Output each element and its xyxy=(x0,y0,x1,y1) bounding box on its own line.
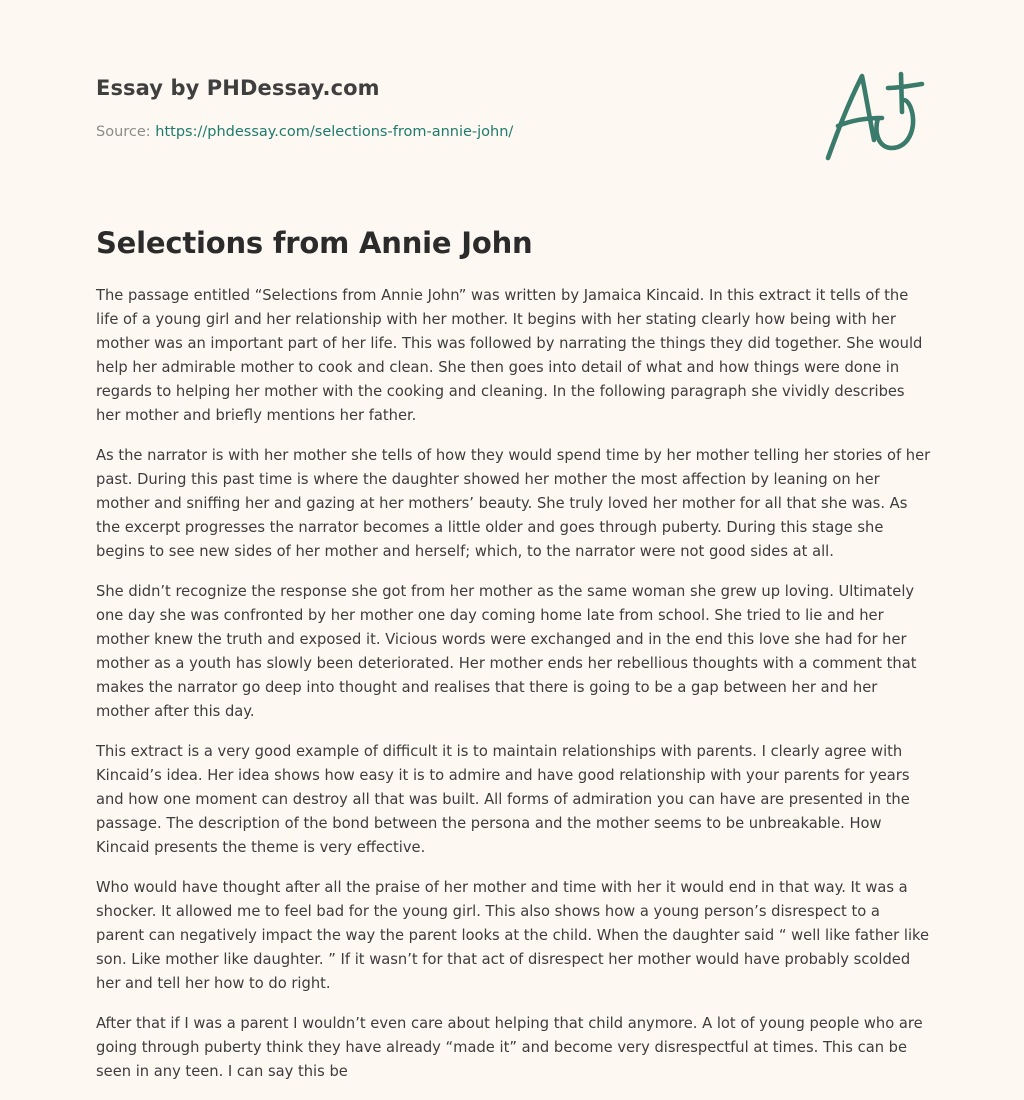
article-paragraph: The passage entitled “Selections from Annie John” was written by Jamaica Kincaid. In this extract it tells of the life of a young girl and her relationship with her mother. It begins with her stating clearly how being with her mother was an important part of her life. This was followed by narrating the things they did together. She would help her admirable mother to cook and clean. She then goes into detail of what and how things were done in regards to helping her mother with the cooking and cleaning. In the following paragraph she vividly describes her mother and briefly mentions her father. xyxy=(96,287,923,424)
article-title: Selections from Annie John xyxy=(96,226,533,260)
source-line xyxy=(96,124,513,140)
article-paragraph: As the narrator is with her mother she tells of how they would spend time by her mother telling her stories of her past. During this past time is where the daughter showed her mother the most affection by leaning on her mother and sniffing her and gazing at her mothers’ beauty. She truly loved her mother for all that she was. As the excerpt progresses the narrator becomes a little older and goes through puberty. During this stage she begins to see new sides of her mother and herself; which, to the narrator were not good sides at all. xyxy=(96,447,931,560)
article-paragraph: She didn’t recognize the response she got from her mother as the same woman she grew up loving. Ultimately one day she was confronted by her mother one day coming home late from school. She tried to lie and her mother knew the truth and exposed it. Vicious words were exchanged and in the end this love she had for her mother as a youth has slowly been deteriorated. Her mother ends her rebellious thoughts with a comment that makes the narrator go deep into thought and realises that there is going to be a gap between her and her mother after this day. xyxy=(96,583,917,720)
article-paragraph: Who would have thought after all the praise of her mother and time with her it would end in that way. It was a shocker. It allowed me to feel bad for the young girl. This also shows how a young person’s disrespect to a parent can negatively impact the way the parent looks at the child. When the daughter said “ well like father like son. Like mother like daughter. ” If it wasn’t for that act of disrespect her mother would have probably scolded her and tell her how to do right. xyxy=(96,879,930,992)
article-paragraph: This extract is a very good example of difficult it is to maintain relationships with parents. I clearly agree with Kincaid’s idea. Her idea shows how easy it is to admire and have good relationship with your parents for years and how one moment can destroy all that was built. All forms of admiration you can have are presented in the passage. The description of the bond between the persona and the mother seems to be unbreakable. How Kincaid presents the theme is very effective. xyxy=(96,743,910,856)
article-paragraph: After that if I was a parent I wouldn’t even care about helping that child anymore. A lot of young people who are going through puberty think they have already “made it” and become very disrespectful at times. This can be seen in any teen. I can say this be xyxy=(96,1015,923,1080)
source-label: Source: xyxy=(96,124,151,140)
source-link[interactable]: https://phdessay.com/selections-from-annie-john/ xyxy=(155,124,514,140)
article-body xyxy=(96,284,932,1100)
site-brand: Essay by PHDessay.com xyxy=(96,76,380,100)
a-plus-logo-icon xyxy=(818,66,930,166)
